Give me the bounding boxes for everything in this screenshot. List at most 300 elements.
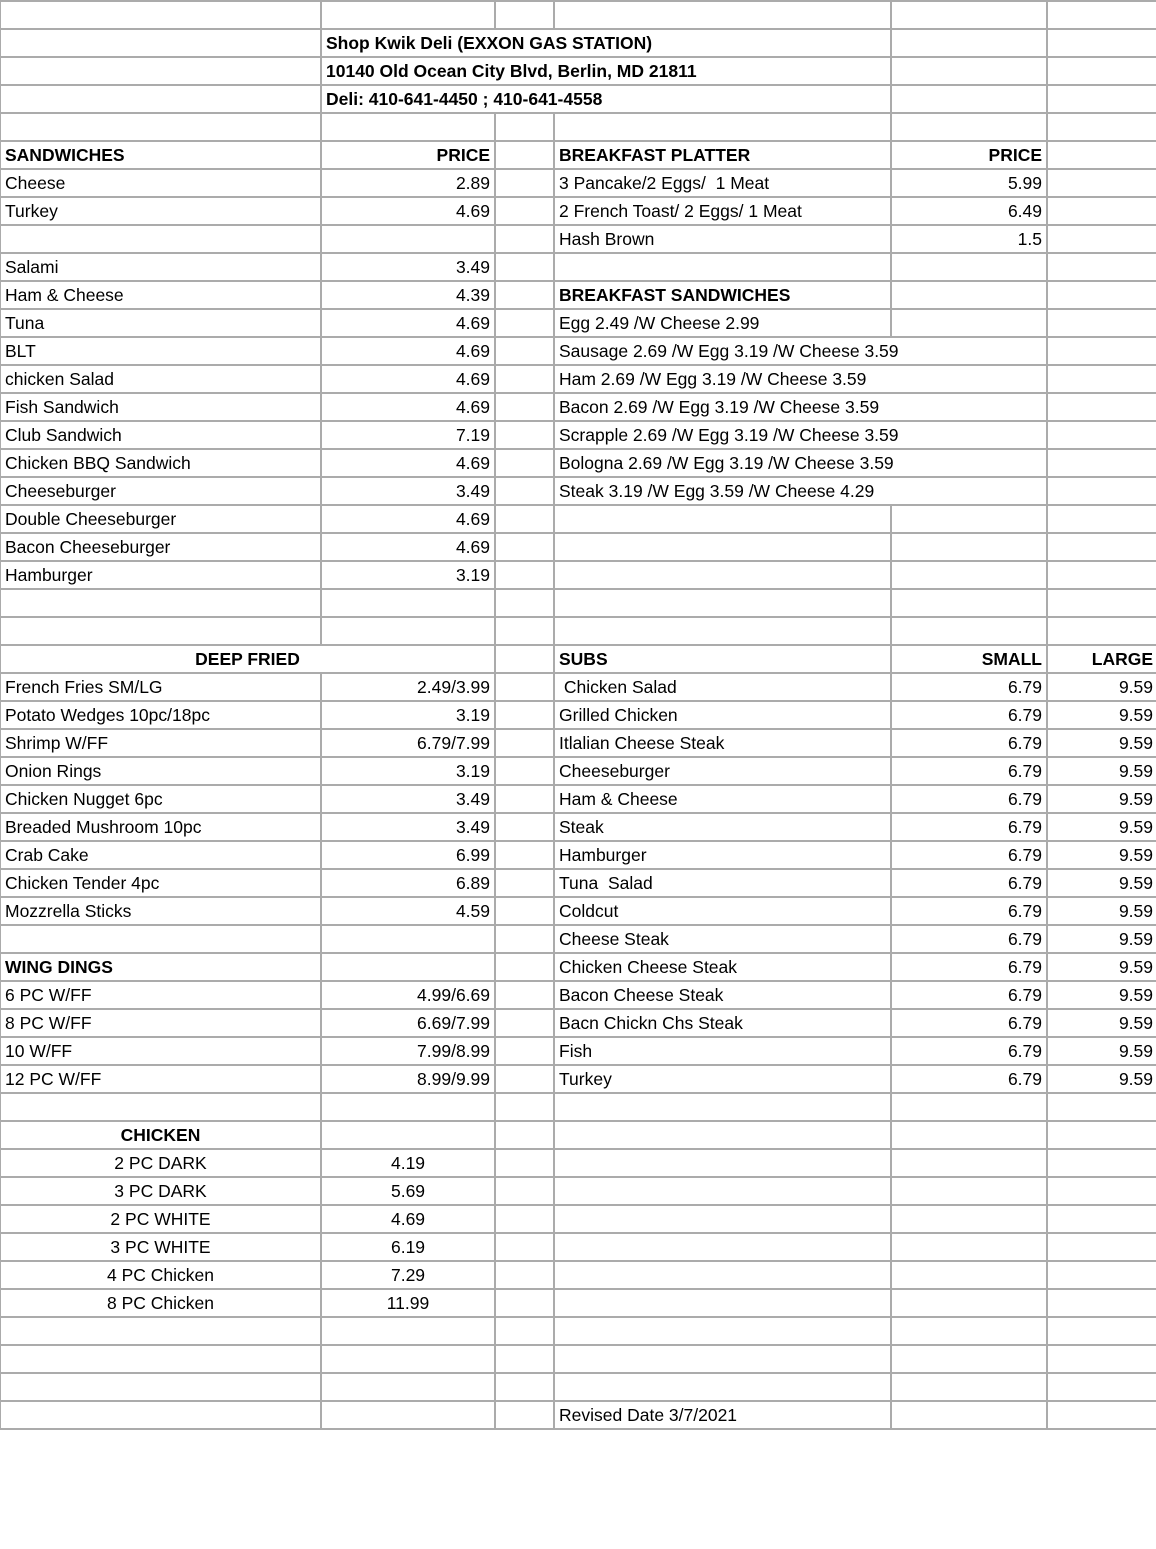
empty-cell (1047, 57, 1156, 85)
item-price: 6.89 (321, 869, 495, 897)
empty-cell (495, 589, 554, 617)
empty-cell (495, 757, 554, 785)
empty-cell (321, 1121, 495, 1149)
empty-cell (495, 897, 554, 925)
empty-cell (495, 1093, 554, 1121)
empty-cell (495, 365, 554, 393)
empty-cell (1047, 253, 1156, 281)
item-price-large: 9.59 (1047, 701, 1156, 729)
empty-cell (1047, 1289, 1156, 1317)
empty-cell (554, 253, 891, 281)
item-price-small: 6.79 (891, 981, 1047, 1009)
item-price: 4.69 (321, 1205, 495, 1233)
empty-cell (0, 225, 321, 253)
item-name: 6 PC W/FF (0, 981, 321, 1009)
empty-cell (495, 1, 554, 29)
empty-cell (1047, 1149, 1156, 1177)
empty-cell (1047, 1121, 1156, 1149)
empty-cell (495, 449, 554, 477)
store-phone: Deli: 410-641-4450 ; 410-641-4558 (321, 85, 891, 113)
item-name: Breaded Mushroom 10pc (0, 813, 321, 841)
empty-cell (495, 729, 554, 757)
empty-cell (1047, 449, 1156, 477)
item-name: 3 PC WHITE (0, 1233, 321, 1261)
empty-cell (554, 1205, 891, 1233)
empty-cell (891, 309, 1047, 337)
item-price: 3.19 (321, 757, 495, 785)
spreadsheet-row (0, 729, 1156, 757)
spreadsheet-row (0, 421, 1156, 449)
empty-cell (1047, 477, 1156, 505)
empty-cell (1047, 393, 1156, 421)
spreadsheet-row (0, 1345, 1156, 1373)
item-name: Ham 2.69 /W Egg 3.19 /W Cheese 3.59 (554, 365, 1047, 393)
spreadsheet-row (0, 533, 1156, 561)
item-price-small: 6.79 (891, 785, 1047, 813)
item-name: Egg 2.49 /W Cheese 2.99 (554, 309, 891, 337)
spreadsheet-row (0, 1, 1156, 29)
item-price: 4.69 (321, 365, 495, 393)
item-name: Hash Brown (554, 225, 891, 253)
empty-cell (891, 505, 1047, 533)
empty-cell (1047, 365, 1156, 393)
item-price: 3.19 (321, 701, 495, 729)
empty-cell (495, 673, 554, 701)
empty-cell (1047, 309, 1156, 337)
empty-cell (1047, 197, 1156, 225)
empty-cell (495, 1121, 554, 1149)
empty-cell (495, 505, 554, 533)
empty-cell (891, 1373, 1047, 1401)
empty-cell (321, 953, 495, 981)
spreadsheet-row (0, 645, 1156, 673)
item-name: 2 PC DARK (0, 1149, 321, 1177)
column-heading-small: SMALL (891, 645, 1047, 673)
item-price: 3.49 (321, 785, 495, 813)
empty-cell (0, 1317, 321, 1345)
item-name: Bacon 2.69 /W Egg 3.19 /W Cheese 3.59 (554, 393, 1047, 421)
empty-cell (554, 505, 891, 533)
item-name: Double Cheeseburger (0, 505, 321, 533)
spreadsheet-row (0, 1205, 1156, 1233)
item-name: Crab Cake (0, 841, 321, 869)
item-price: 4.69 (321, 393, 495, 421)
item-price-large: 9.59 (1047, 1037, 1156, 1065)
empty-cell (1047, 1205, 1156, 1233)
empty-cell (891, 1261, 1047, 1289)
empty-cell (495, 1177, 554, 1205)
empty-cell (1047, 85, 1156, 113)
empty-cell (1047, 281, 1156, 309)
spreadsheet-row (0, 197, 1156, 225)
item-name: Fish (554, 1037, 891, 1065)
empty-cell (0, 1373, 321, 1401)
item-name: Tuna (0, 309, 321, 337)
item-price-small: 6.79 (891, 729, 1047, 757)
item-name: Potato Wedges 10pc/18pc (0, 701, 321, 729)
empty-cell (1047, 421, 1156, 449)
item-price: 4.69 (321, 197, 495, 225)
empty-cell (1047, 1261, 1156, 1289)
empty-cell (495, 1261, 554, 1289)
section-heading-breakfast-sandwiches: BREAKFAST SANDWICHES (554, 281, 891, 309)
item-name: Steak 3.19 /W Egg 3.59 /W Cheese 4.29 (554, 477, 1047, 505)
empty-cell (495, 1345, 554, 1373)
empty-cell (495, 1289, 554, 1317)
empty-cell (495, 253, 554, 281)
item-price-small: 6.79 (891, 953, 1047, 981)
spreadsheet-row (0, 1149, 1156, 1177)
item-price-large: 9.59 (1047, 785, 1156, 813)
spreadsheet-row (0, 29, 1156, 57)
item-name: Turkey (0, 197, 321, 225)
empty-cell (495, 869, 554, 897)
item-name: 4 PC Chicken (0, 1261, 321, 1289)
empty-cell (1047, 29, 1156, 57)
empty-cell (495, 1037, 554, 1065)
empty-cell (495, 645, 554, 673)
spreadsheet-row (0, 1261, 1156, 1289)
item-name: 3 Pancake/2 Eggs/ 1 Meat (554, 169, 891, 197)
empty-cell (554, 1373, 891, 1401)
empty-cell (1047, 561, 1156, 589)
empty-cell (495, 617, 554, 645)
empty-cell (0, 85, 321, 113)
empty-cell (554, 1093, 891, 1121)
empty-cell (554, 589, 891, 617)
spreadsheet-row (0, 589, 1156, 617)
empty-cell (554, 561, 891, 589)
revised-date: Revised Date 3/7/2021 (554, 1401, 891, 1429)
empty-cell (891, 1289, 1047, 1317)
empty-cell (495, 841, 554, 869)
empty-cell (554, 113, 891, 141)
empty-cell (495, 169, 554, 197)
item-price: 6.49 (891, 197, 1047, 225)
item-price-small: 6.79 (891, 1009, 1047, 1037)
empty-cell (891, 1233, 1047, 1261)
empty-cell (891, 589, 1047, 617)
empty-cell (891, 57, 1047, 85)
item-name: chicken Salad (0, 365, 321, 393)
item-name: Scrapple 2.69 /W Egg 3.19 /W Cheese 3.59 (554, 421, 1047, 449)
empty-cell (495, 1009, 554, 1037)
item-price-small: 6.79 (891, 869, 1047, 897)
section-heading-subs: SUBS (554, 645, 891, 673)
item-name: 8 PC Chicken (0, 1289, 321, 1317)
item-price-large: 9.59 (1047, 813, 1156, 841)
empty-cell (321, 1345, 495, 1373)
empty-cell (891, 1093, 1047, 1121)
item-price-large: 9.59 (1047, 953, 1156, 981)
empty-cell (321, 1317, 495, 1345)
item-price: 6.19 (321, 1233, 495, 1261)
spreadsheet-row (0, 953, 1156, 981)
empty-cell (495, 1317, 554, 1345)
spreadsheet-row (0, 1317, 1156, 1345)
empty-cell (321, 225, 495, 253)
empty-cell (495, 337, 554, 365)
item-name: Bacon Cheese Steak (554, 981, 891, 1009)
item-price-large: 9.59 (1047, 1009, 1156, 1037)
empty-cell (1047, 1345, 1156, 1373)
item-name: 12 PC W/FF (0, 1065, 321, 1093)
empty-cell (554, 1261, 891, 1289)
empty-cell (891, 1, 1047, 29)
empty-cell (554, 1317, 891, 1345)
item-name: 8 PC W/FF (0, 1009, 321, 1037)
empty-cell (891, 85, 1047, 113)
empty-cell (495, 421, 554, 449)
item-name: 2 PC WHITE (0, 1205, 321, 1233)
item-price: 8.99/9.99 (321, 1065, 495, 1093)
spreadsheet-row (0, 225, 1156, 253)
item-name: Coldcut (554, 897, 891, 925)
item-price: 7.99/8.99 (321, 1037, 495, 1065)
item-name: 10 W/FF (0, 1037, 321, 1065)
item-name: Cheeseburger (0, 477, 321, 505)
item-name: Cheese (0, 169, 321, 197)
spreadsheet-row (0, 57, 1156, 85)
empty-cell (321, 1373, 495, 1401)
spreadsheet-row (0, 253, 1156, 281)
empty-cell (495, 785, 554, 813)
spreadsheet-row (0, 785, 1156, 813)
item-price: 4.99/6.69 (321, 981, 495, 1009)
spreadsheet-row (0, 841, 1156, 869)
item-name: BLT (0, 337, 321, 365)
item-name: Cheeseburger (554, 757, 891, 785)
item-price: 4.69 (321, 533, 495, 561)
empty-cell (1047, 225, 1156, 253)
item-price-large: 9.59 (1047, 673, 1156, 701)
spreadsheet-row (0, 1177, 1156, 1205)
empty-cell (891, 1401, 1047, 1429)
item-name: Bacon Cheeseburger (0, 533, 321, 561)
item-price: 5.69 (321, 1177, 495, 1205)
empty-cell (495, 925, 554, 953)
empty-cell (495, 197, 554, 225)
empty-cell (495, 281, 554, 309)
empty-cell (0, 1, 321, 29)
item-price: 4.59 (321, 897, 495, 925)
item-price: 2.89 (321, 169, 495, 197)
empty-cell (321, 589, 495, 617)
empty-cell (495, 533, 554, 561)
empty-cell (495, 1149, 554, 1177)
spreadsheet-row (0, 673, 1156, 701)
empty-cell (554, 1233, 891, 1261)
empty-cell (495, 1065, 554, 1093)
item-name: Ham & Cheese (554, 785, 891, 813)
section-heading-deep-fried: DEEP FRIED (0, 645, 495, 673)
empty-cell (321, 925, 495, 953)
item-name: Club Sandwich (0, 421, 321, 449)
item-name: Shrimp W/FF (0, 729, 321, 757)
item-price: 11.99 (321, 1289, 495, 1317)
item-name: Salami (0, 253, 321, 281)
item-price: 6.99 (321, 841, 495, 869)
item-price: 1.5 (891, 225, 1047, 253)
empty-cell (891, 29, 1047, 57)
item-price-large: 9.59 (1047, 897, 1156, 925)
spreadsheet-row (0, 561, 1156, 589)
spreadsheet-row (0, 1373, 1156, 1401)
item-name: Bacn Chickn Chs Steak (554, 1009, 891, 1037)
empty-cell (1047, 589, 1156, 617)
empty-cell (495, 813, 554, 841)
section-heading-sandwiches: SANDWICHES (0, 141, 321, 169)
item-price: 7.29 (321, 1261, 495, 1289)
section-heading-chicken: CHICKEN (0, 1121, 321, 1149)
column-heading-price: PRICE (891, 141, 1047, 169)
column-heading-large: LARGE (1047, 645, 1156, 673)
empty-cell (321, 1, 495, 29)
empty-cell (495, 953, 554, 981)
empty-cell (1047, 505, 1156, 533)
item-price: 3.49 (321, 253, 495, 281)
empty-cell (0, 57, 321, 85)
column-heading-price: PRICE (321, 141, 495, 169)
empty-cell (0, 1345, 321, 1373)
empty-cell (0, 1401, 321, 1429)
item-name: Steak (554, 813, 891, 841)
spreadsheet-row (0, 1093, 1156, 1121)
item-price: 6.79/7.99 (321, 729, 495, 757)
empty-cell (495, 113, 554, 141)
spreadsheet-row (0, 981, 1156, 1009)
item-price-small: 6.79 (891, 813, 1047, 841)
empty-cell (1047, 1373, 1156, 1401)
store-title: Shop Kwik Deli (EXXON GAS STATION) (321, 29, 891, 57)
spreadsheet-row (0, 477, 1156, 505)
empty-cell (0, 29, 321, 57)
empty-cell (1047, 337, 1156, 365)
item-price-large: 9.59 (1047, 1065, 1156, 1093)
item-price-large: 9.59 (1047, 841, 1156, 869)
item-price: 4.69 (321, 337, 495, 365)
spreadsheet-row (0, 869, 1156, 897)
item-name: Itlalian Cheese Steak (554, 729, 891, 757)
item-price: 4.69 (321, 309, 495, 337)
item-name: Chicken Nugget 6pc (0, 785, 321, 813)
item-name: Hamburger (0, 561, 321, 589)
empty-cell (495, 1233, 554, 1261)
empty-cell (0, 925, 321, 953)
item-name: Cheese Steak (554, 925, 891, 953)
item-price: 4.69 (321, 449, 495, 477)
spreadsheet-row (0, 1037, 1156, 1065)
empty-cell (1047, 1317, 1156, 1345)
spreadsheet-row (0, 757, 1156, 785)
spreadsheet-row (0, 309, 1156, 337)
item-price-small: 6.79 (891, 841, 1047, 869)
section-heading-wing-dings: WING DINGS (0, 953, 321, 981)
empty-cell (891, 1345, 1047, 1373)
empty-cell (554, 617, 891, 645)
item-name: Turkey (554, 1065, 891, 1093)
item-price-small: 6.79 (891, 1037, 1047, 1065)
empty-cell (1047, 113, 1156, 141)
empty-cell (891, 617, 1047, 645)
empty-cell (495, 1373, 554, 1401)
item-price: 7.19 (321, 421, 495, 449)
item-price: 4.19 (321, 1149, 495, 1177)
empty-cell (0, 113, 321, 141)
spreadsheet-row (0, 449, 1156, 477)
empty-cell (891, 1205, 1047, 1233)
item-price: 4.39 (321, 281, 495, 309)
spreadsheet-row (0, 169, 1156, 197)
empty-cell (321, 1401, 495, 1429)
store-address: 10140 Old Ocean City Blvd, Berlin, MD 21811 (321, 57, 891, 85)
empty-cell (554, 1, 891, 29)
item-price: 2.49/3.99 (321, 673, 495, 701)
empty-cell (1047, 141, 1156, 169)
section-heading-breakfast-platter: BREAKFAST PLATTER (554, 141, 891, 169)
spreadsheet-row (0, 897, 1156, 925)
item-price-small: 6.79 (891, 673, 1047, 701)
spreadsheet-row (0, 925, 1156, 953)
spreadsheet-row (0, 281, 1156, 309)
empty-cell (495, 1205, 554, 1233)
empty-cell (1047, 1177, 1156, 1205)
item-price: 3.49 (321, 813, 495, 841)
empty-cell (495, 981, 554, 1009)
empty-cell (1047, 1, 1156, 29)
empty-cell (495, 701, 554, 729)
spreadsheet-row (0, 505, 1156, 533)
empty-cell (891, 1121, 1047, 1149)
empty-cell (891, 1177, 1047, 1205)
empty-cell (495, 1401, 554, 1429)
item-price: 3.19 (321, 561, 495, 589)
item-name: 2 French Toast/ 2 Eggs/ 1 Meat (554, 197, 891, 225)
empty-cell (554, 533, 891, 561)
item-price: 6.69/7.99 (321, 1009, 495, 1037)
item-name: Chicken Salad (554, 673, 891, 701)
item-price: 3.49 (321, 477, 495, 505)
item-name: Ham & Cheese (0, 281, 321, 309)
empty-cell (495, 309, 554, 337)
spreadsheet-row (0, 1401, 1156, 1429)
item-price-small: 6.79 (891, 701, 1047, 729)
empty-cell (1047, 533, 1156, 561)
empty-cell (891, 113, 1047, 141)
spreadsheet-row (0, 141, 1156, 169)
empty-cell (321, 113, 495, 141)
empty-cell (321, 1093, 495, 1121)
spreadsheet-row (0, 113, 1156, 141)
item-price-small: 6.79 (891, 1065, 1047, 1093)
empty-cell (495, 393, 554, 421)
empty-cell (554, 1121, 891, 1149)
empty-cell (1047, 169, 1156, 197)
item-name: 3 PC DARK (0, 1177, 321, 1205)
spreadsheet-row (0, 1233, 1156, 1261)
empty-cell (495, 477, 554, 505)
item-price-large: 9.59 (1047, 925, 1156, 953)
empty-cell (0, 589, 321, 617)
item-price-large: 9.59 (1047, 757, 1156, 785)
empty-cell (891, 561, 1047, 589)
spreadsheet-row (0, 337, 1156, 365)
empty-cell (554, 1149, 891, 1177)
empty-cell (1047, 1233, 1156, 1261)
spreadsheet-row (0, 1009, 1156, 1037)
item-name: Hamburger (554, 841, 891, 869)
empty-cell (891, 281, 1047, 309)
